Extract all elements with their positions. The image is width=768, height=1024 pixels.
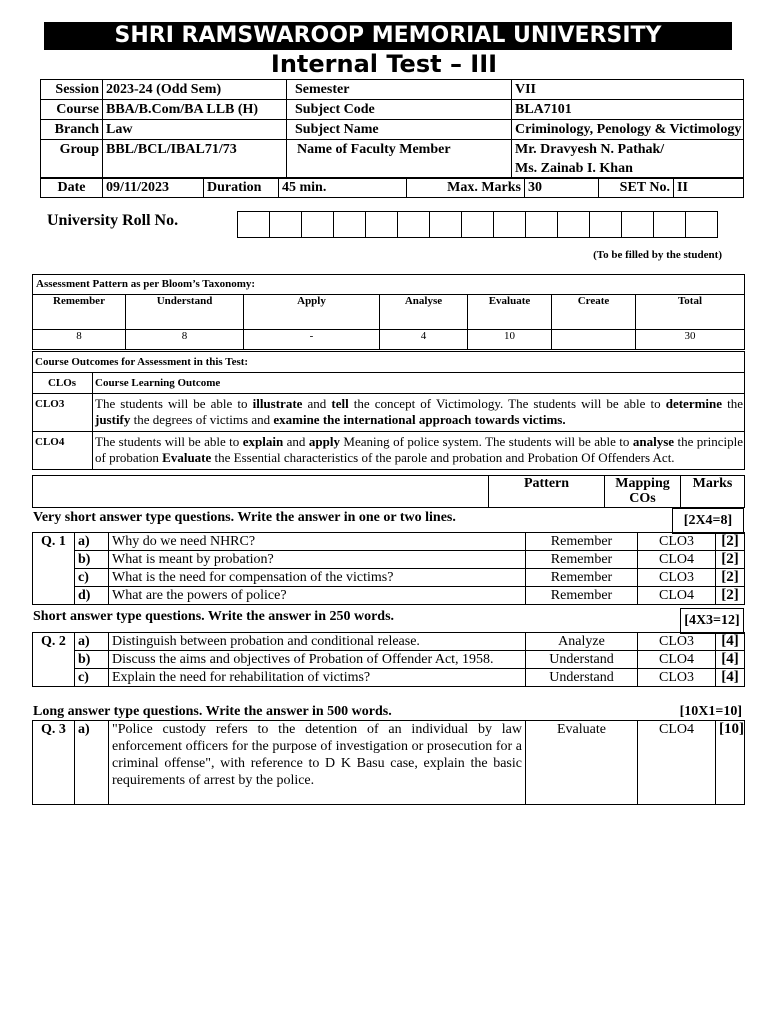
roll-digit-box[interactable]: [686, 212, 718, 238]
bloom-header: Analyse: [380, 295, 468, 330]
info-row: [41, 140, 744, 179]
roll-digit-box[interactable]: [270, 212, 302, 238]
outcome-col-header: Course Learning Outcome: [93, 373, 745, 394]
roll-digit-box[interactable]: [590, 212, 622, 238]
question-co: CLO4: [638, 587, 716, 605]
bloom-header: Apply: [244, 295, 380, 330]
faculty-label: Name of Faculty Member: [287, 140, 512, 179]
question-part: c): [75, 569, 109, 587]
question-number: Q. 3: [33, 721, 75, 805]
section-marks: [2X4=8]: [672, 508, 744, 534]
info-row: [41, 80, 744, 100]
mapping-col-header: Mapping COs: [605, 476, 681, 508]
clo3-text: The students will be able to illustrate and tell the concept of Victimology. The students will be able to determine the justify the degrees of victims and examine the international approach towards victims.: [93, 394, 745, 432]
question-co: CLO4: [638, 651, 716, 669]
date-label: Date: [41, 178, 103, 198]
semester-value: VII: [512, 80, 744, 100]
question-marks: [2]: [716, 569, 745, 587]
roll-digit-box[interactable]: [302, 212, 334, 238]
roll-digit-box[interactable]: [238, 212, 270, 238]
question-text: Discuss the aims and objectives of Probation of Offender Act, 1958.: [109, 651, 526, 669]
clo4-id: CLO4: [33, 432, 93, 470]
question-text: What is meant by probation?: [109, 551, 526, 569]
university-banner: SHRI RAMSWAROOP MEMORIAL UNIVERSITY: [44, 22, 732, 50]
roll-digit-box[interactable]: [398, 212, 430, 238]
clo4-text: The students will be able to explain and apply Meaning of police system. The students will be able to analyse the principle of probation Evaluate the Essential characteristics of the parole and probation and Probation Of Offenders Act.: [93, 432, 745, 470]
question-pattern: Remember: [526, 533, 638, 551]
faculty-value: [512, 140, 744, 179]
question-marks: [4]: [716, 633, 745, 651]
question-1-table: [32, 532, 745, 605]
question-part: d): [75, 587, 109, 605]
question-co: CLO4: [638, 551, 716, 569]
max-marks-value: 30: [525, 178, 599, 198]
question-co: CLO3: [638, 569, 716, 587]
clo-col-header: CLOs: [33, 373, 93, 394]
roll-no-label: University Roll No.: [47, 212, 179, 229]
bloom-value: 30: [636, 330, 745, 350]
test-title: Internal Test – III: [270, 50, 498, 78]
question-co: CLO4: [638, 721, 716, 805]
roll-digit-box[interactable]: [558, 212, 590, 238]
bloom-header: Create: [552, 295, 636, 330]
branch-value: Law: [103, 120, 287, 140]
faculty-name-1: Mr. Dravyesh N. Pathak/: [515, 142, 665, 157]
question-part: a): [75, 533, 109, 551]
info-row: [41, 100, 744, 120]
roll-digit-box[interactable]: [654, 212, 686, 238]
bloom-value: 4: [380, 330, 468, 350]
duration-value: 45 min.: [279, 178, 407, 198]
question-pattern: Analyze: [526, 633, 638, 651]
bloom-value: 8: [126, 330, 244, 350]
question-text: What are the powers of police?: [109, 587, 526, 605]
bloom-value: 8: [33, 330, 126, 350]
roll-digit-box[interactable]: [462, 212, 494, 238]
clo3-id: CLO3: [33, 394, 93, 432]
question-part: a): [75, 633, 109, 651]
max-marks-label: Max. Marks: [407, 178, 525, 198]
bloom-title: Assessment Pattern as per Bloom’s Taxonomy:: [33, 275, 745, 295]
group-label: Group: [41, 140, 103, 179]
question-columns-header: [32, 475, 745, 508]
set-no-value: II: [674, 178, 744, 198]
bloom-header: Remember: [33, 295, 126, 330]
question-co: CLO3: [638, 633, 716, 651]
question-part: a): [75, 721, 109, 805]
roll-digit-box[interactable]: [622, 212, 654, 238]
question-co: CLO3: [638, 533, 716, 551]
bloom-header: Understand: [126, 295, 244, 330]
roll-no-note: (To be filled by the student): [593, 249, 722, 261]
subject-name-value: Criminology, Penology & Victimology: [512, 120, 744, 140]
section-title: Short answer type questions. Write the answer in 250 words.: [33, 609, 395, 624]
question-text: What is the need for compensation of the victims?: [109, 569, 526, 587]
roll-digit-box[interactable]: [430, 212, 462, 238]
course-label: Course: [41, 100, 103, 120]
session-value: 2023-24 (Odd Sem): [103, 80, 287, 100]
info-row: [41, 120, 744, 140]
section-marks: [4X3=12]: [680, 608, 744, 634]
semester-label: Semester: [287, 80, 512, 100]
group-value: BBL/BCL/IBAL71/73: [103, 140, 287, 179]
course-value: BBA/B.Com/BA LLB (H): [103, 100, 287, 120]
question-number: Q. 2: [33, 633, 75, 687]
question-3-table: [32, 720, 745, 805]
bloom-header: Total: [636, 295, 745, 330]
bloom-value: 10: [468, 330, 552, 350]
section-marks: [10X1=10]: [679, 704, 742, 719]
info-row: [41, 178, 744, 198]
question-part: c): [75, 669, 109, 687]
roll-no-boxes: [237, 211, 718, 238]
roll-digit-box[interactable]: [494, 212, 526, 238]
date-value: 09/11/2023: [103, 178, 204, 198]
question-pattern: Remember: [526, 587, 638, 605]
bloom-table: [32, 274, 745, 350]
question-pattern: Remember: [526, 551, 638, 569]
question-part: b): [75, 551, 109, 569]
question-pattern: Understand: [526, 669, 638, 687]
question-co: CLO3: [638, 669, 716, 687]
roll-digit-box[interactable]: [526, 212, 558, 238]
roll-digit-box[interactable]: [334, 212, 366, 238]
outcomes-title: Course Outcomes for Assessment in this Test:: [33, 352, 745, 373]
section-title: Long answer type questions. Write the answer in 500 words.: [33, 704, 392, 719]
question-2-table: [32, 632, 745, 687]
pattern-col-header: Pattern: [489, 476, 605, 508]
marks-col-header: Marks: [681, 476, 745, 508]
course-outcomes-table: [32, 351, 745, 470]
question-marks: [4]: [716, 669, 745, 687]
question-marks: [2]: [716, 533, 745, 551]
question-marks: [10]: [716, 721, 745, 805]
question-number: Q. 1: [33, 533, 75, 605]
bloom-value: -: [244, 330, 380, 350]
question-part: b): [75, 651, 109, 669]
exam-date-table: [40, 177, 744, 198]
question-marks: [2]: [716, 551, 745, 569]
question-marks: [2]: [716, 587, 745, 605]
question-text: Distinguish between probation and conditional release.: [109, 633, 526, 651]
bloom-value: [552, 330, 636, 350]
question-text: "Police custody refers to the detention of an individual by law enforcement officers for the purpose of investigation or prosecution for a criminal offense", with reference to D K Basu case, explain the basic requirements of arrest by the police.: [109, 721, 526, 805]
section-title: Very short answer type questions. Write the answer in one or two lines.: [33, 510, 456, 525]
question-marks: [4]: [716, 651, 745, 669]
question-text: Explain the need for rehabilitation of victims?: [109, 669, 526, 687]
question-pattern: Remember: [526, 569, 638, 587]
subject-code-value: BLA7101: [512, 100, 744, 120]
exam-info-table: [40, 79, 744, 179]
branch-label: Branch: [41, 120, 103, 140]
question-pattern: Evaluate: [526, 721, 638, 805]
subject-name-label: Subject Name: [287, 120, 512, 140]
faculty-name-2: Ms. Zainab I. Khan: [515, 161, 633, 176]
set-no-label: SET No.: [599, 178, 674, 198]
duration-label: Duration: [204, 178, 279, 198]
bloom-header: Evaluate: [468, 295, 552, 330]
roll-digit-box[interactable]: [366, 212, 398, 238]
question-text: Why do we need NHRC?: [109, 533, 526, 551]
subject-code-label: Subject Code: [287, 100, 512, 120]
session-label: Session: [41, 80, 103, 100]
question-pattern: Understand: [526, 651, 638, 669]
